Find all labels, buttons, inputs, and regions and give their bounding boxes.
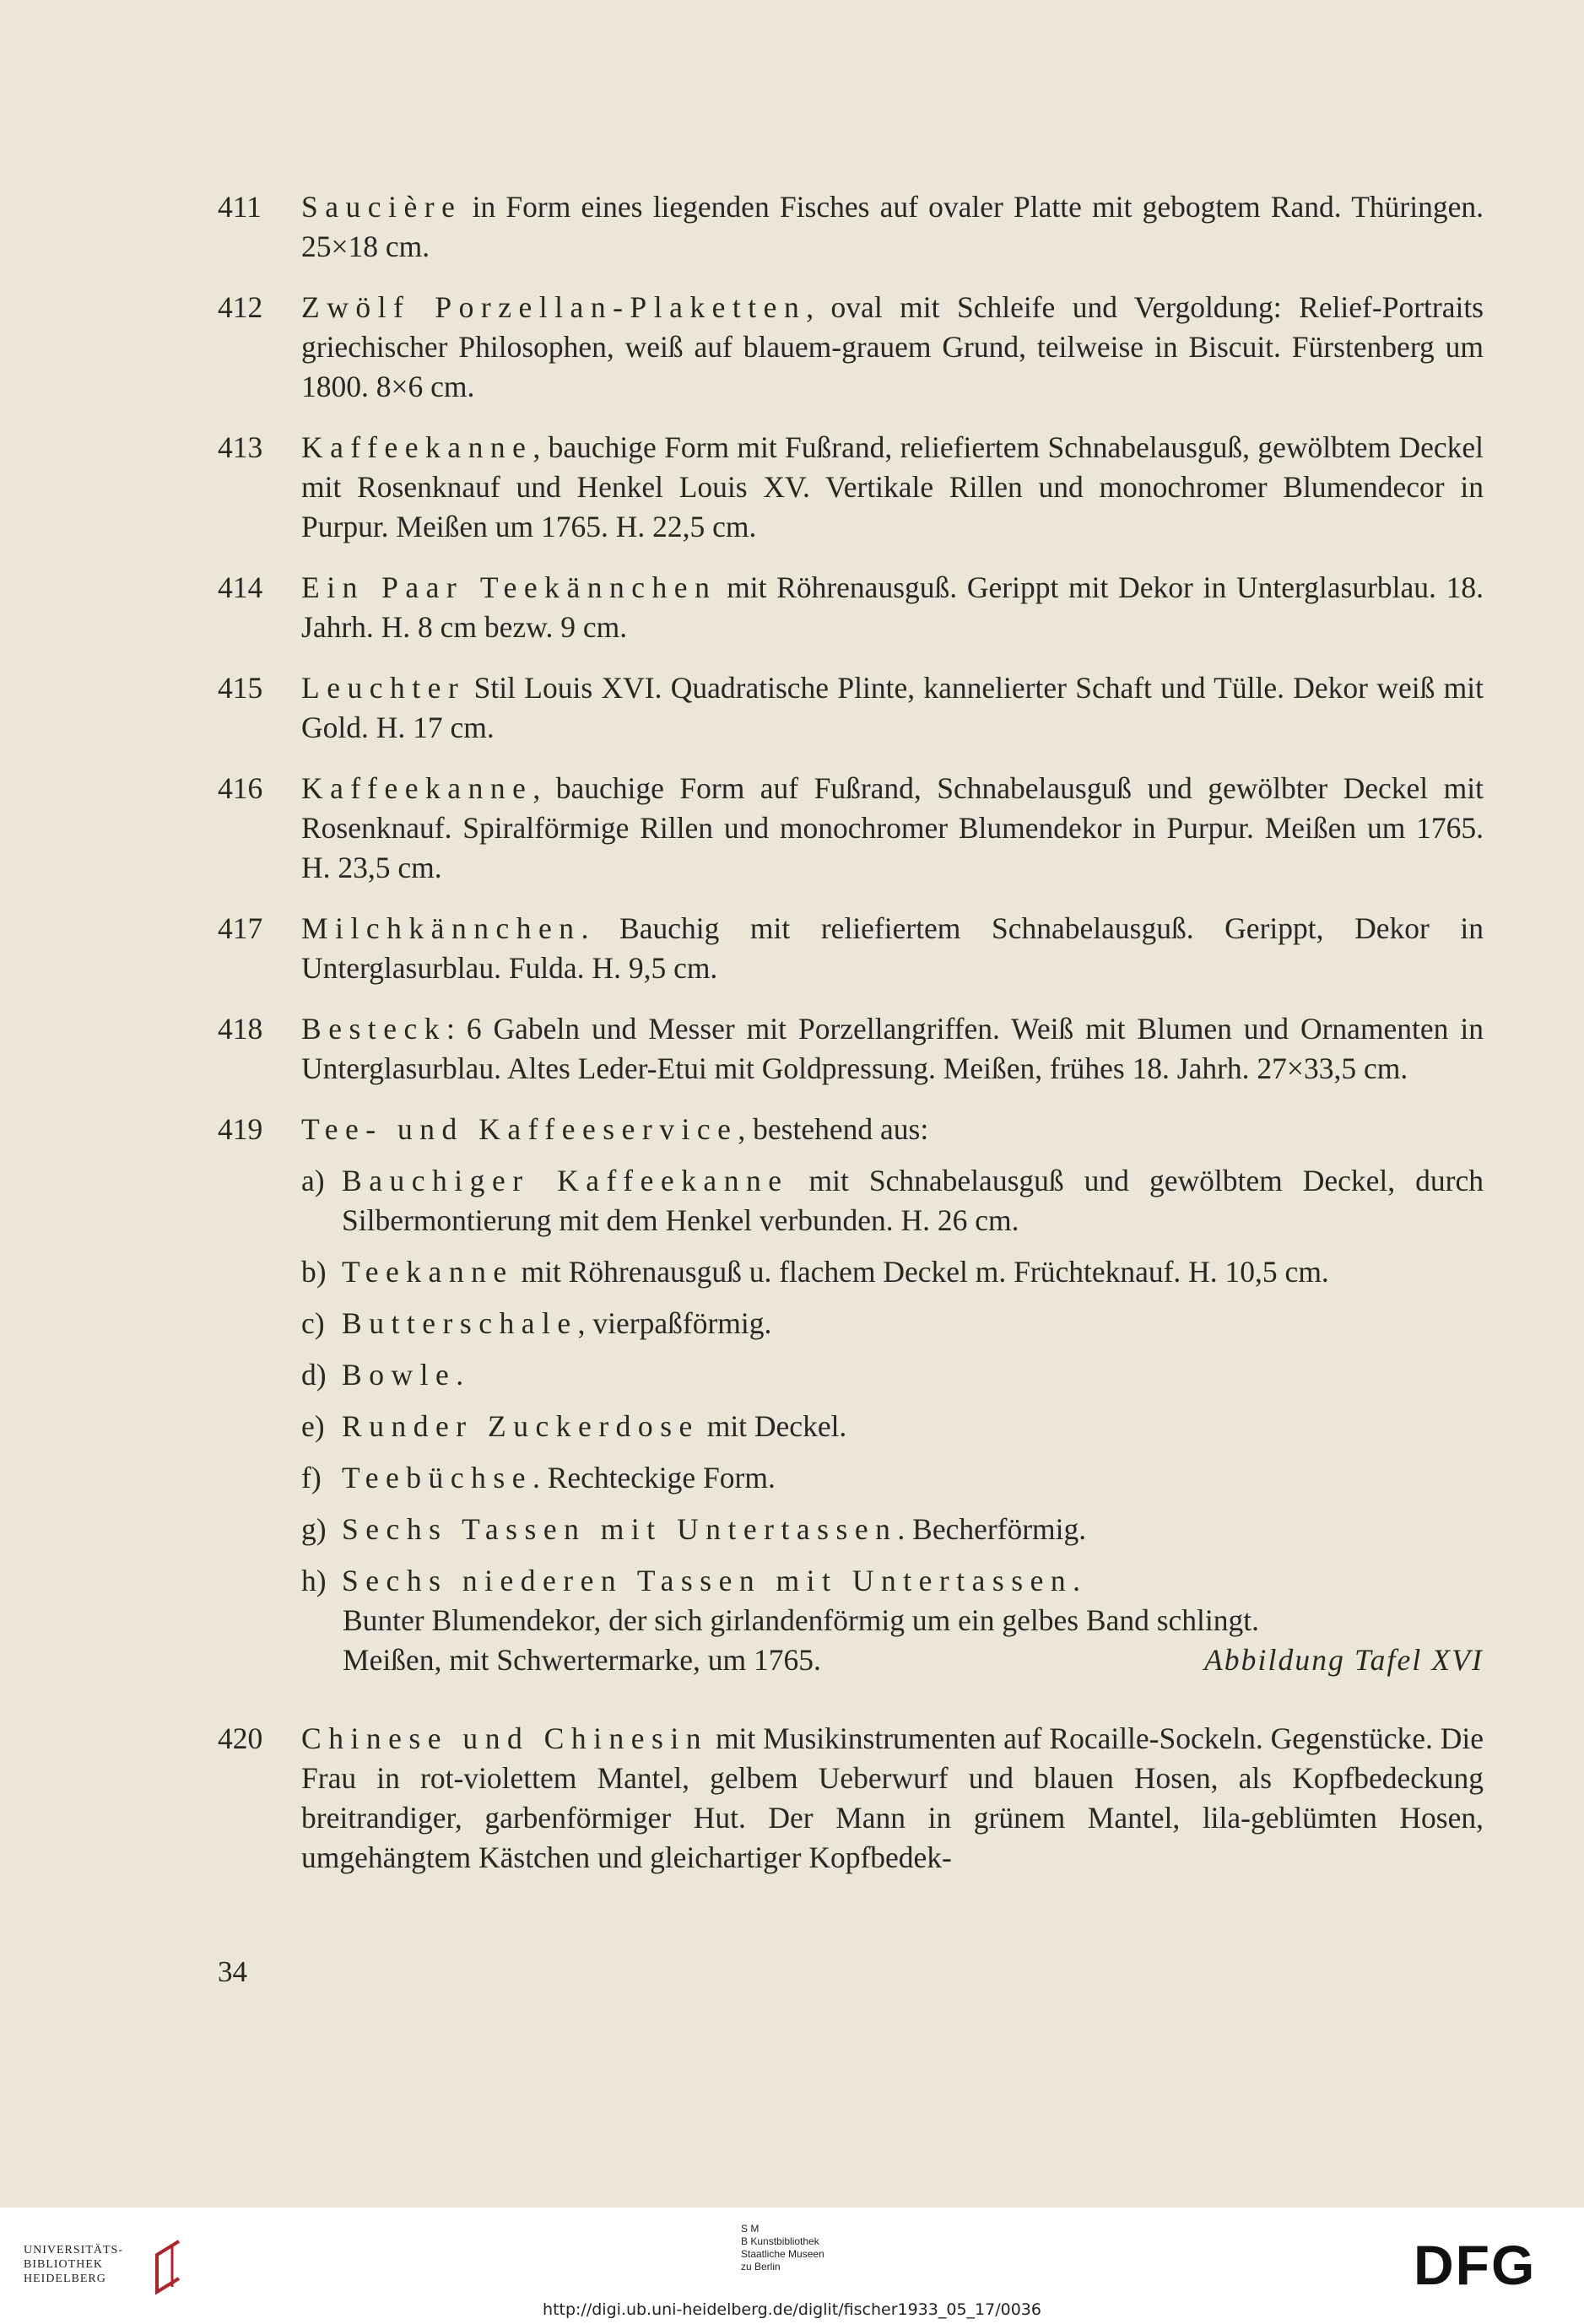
item-letter: f) [301,1461,322,1494]
catalog-entries [218,187,1484,1899]
entry-text: , bauchige Form auf Fußrand, Schnabelausguß und gewölbter Deckel mit Rosenknauf. Spiralförmige Rillen und monochromer Blumendekor in Purpur. Meißen um 1765. H. 23,5 cm. [301,771,1484,884]
item-letter: h) [301,1564,327,1597]
item-text: mit Schnabelausguß und gewölbtem Deckel, durch Silbermontierung mit dem Henkel verbunden. H. 26 cm. [342,1164,1484,1237]
entry-body [301,288,1484,407]
entry-body [301,568,1484,647]
library-name [24,2243,123,2286]
entry-body [301,1719,1484,1878]
entry-title: Zwölf Porzellan-Plaketten [301,290,807,324]
entry-title: Ein Paar Teekännchen [301,570,717,604]
entry-number: 411 [218,190,262,224]
catalog-entry [218,187,1484,267]
item-title: Sechs Tassen mit Untertassen [342,1512,898,1546]
item-letter: e) [301,1409,325,1443]
entry-body [301,769,1484,888]
service-item [301,1355,1484,1395]
service-item [301,1458,1484,1498]
entry-text: , bestehend aus: [738,1112,929,1146]
item-title: Runder Zuckerdose [342,1409,700,1443]
service-item [301,1161,1484,1240]
entry-number: 416 [218,771,263,805]
item-title: Teekanne [342,1255,514,1289]
item-letter: g) [301,1512,327,1546]
entry-title: Milchkännchen [301,911,581,945]
service-provenance: Meißen, mit Schwertermarke, um 1765. [343,1643,821,1677]
dfg-logo[interactable]: DFG [1414,2234,1537,2296]
item-title: Bauchiger Kaffeekanne [342,1164,789,1197]
smb-kunstbibliothek-logo[interactable] [741,2223,824,2273]
service-item [301,1407,1484,1446]
entry-title: Leuchter [301,671,466,705]
entry-number: 418 [218,1012,263,1046]
service-provenance-line [343,1640,1484,1680]
service-item [301,1510,1484,1549]
catalog-entry [218,769,1484,888]
item-text: . [1073,1564,1081,1597]
heidelberg-library-logo[interactable] [24,2238,192,2305]
entry-title: Tee- und Kaffeeservice [301,1112,738,1146]
figure-reference: Abbildung Tafel XVI [1203,1643,1484,1677]
catalog-entry [218,288,1484,407]
library-name-line: HEIDELBERG [24,2273,106,2285]
item-text: , vierpaßförmig. [577,1306,772,1340]
entry-text: : 6 Gabeln und Messer mit Porzellangriffen. Weiß mit Blumen und Ornamenten in Unterglasurblau. Altes Leder-Etui mit Goldpressung. Meißen, frühes 18. Jahrh. 27×33,5 cm. [301,1012,1484,1085]
item-title: Teebüchse [342,1461,533,1494]
service-item-list [301,1161,1484,1601]
entry-number: 414 [218,570,263,604]
entry-body [301,1009,1484,1089]
entry-text: Stil Louis XVI. Quadratische Plinte, kannelierter Schaft und Tülle. Dekor weiß mit Gold. H. 17 cm. [301,671,1484,744]
item-letter: a) [301,1164,325,1197]
item-title: Butterschale [342,1306,578,1340]
entry-title: Chinese und Chinesin [301,1721,709,1755]
entry-text: , bauchige Form mit Fußrand, reliefiertem Schnabelausguß, gewölbtem Deckel mit Rosenknauf und Henkel Louis XV. Vertikale Rillen und monochromer Blumendecor in Purpur. Meißen um 1765. H. 22,5 cm. [301,430,1484,543]
entry-title: Besteck [301,1012,447,1046]
item-text: mit Deckel. [699,1409,847,1443]
entry-number: 415 [218,671,263,705]
smb-line: S M [741,2223,760,2235]
entry-number: 413 [218,430,263,464]
smb-line: zu Berlin [741,2261,781,2273]
entry-text: . Bauchig mit reliefiertem Schnabelausguß. Gerippt, Dekor in Unterglasurblau. Fulda. H. 9,5 cm. [301,911,1484,985]
entry-title: Kaffeekanne [301,771,533,805]
item-text: . Rechteckige Form. [532,1461,776,1494]
item-body [342,1510,1484,1549]
entry-number: 412 [218,290,263,324]
entry-number: 417 [218,911,263,945]
catalog-entry-service [218,1110,1484,1680]
catalog-entry [218,568,1484,647]
catalog-entry [218,1719,1484,1878]
catalog-entry [218,668,1484,748]
entry-body [301,428,1484,547]
item-letter: d) [301,1358,327,1392]
service-item [301,1304,1484,1343]
service-item [301,1561,1484,1601]
entry-body [301,1110,1484,1149]
entry-body [301,187,1484,267]
item-letter: c) [301,1306,325,1340]
item-body [342,1458,1484,1498]
smb-line: B Kunstbibliothek [741,2235,819,2247]
item-title: Bowle [342,1358,457,1392]
item-body [342,1161,1484,1240]
entry-body [301,668,1484,748]
service-item [301,1252,1484,1292]
item-text: . Becherförmig. [897,1512,1087,1546]
library-name-line: BIBLIOTHEK [24,2258,103,2271]
catalog-entry [218,428,1484,547]
entry-number: 419 [218,1112,263,1146]
page-number: 34 [218,1955,247,1988]
catalog-entry [218,909,1484,988]
item-body [342,1561,1484,1601]
service-description-line: Bunter Blumendekor, der sich girlandenförmig um ein gelbes Band schlingt. [343,1603,1260,1637]
item-body [342,1355,1484,1395]
item-title: Sechs niederen Tassen mit Untertassen [342,1564,1073,1597]
library-mark-icon [150,2238,184,2297]
item-body [342,1304,1484,1343]
entry-number: 420 [218,1721,263,1755]
library-name-line: UNIVERSITÄTS- [24,2244,123,2256]
entry-text: mit Musikinstrumenten auf Rocaille-Sockeln. Gegenstücke. Die Frau in rot-violettem Mantel, gelbem Ueberwurf und blauen Hosen, als Kopfbedeckung breitrandiger, garbenförmiger Hut. Der Mann in grünem Mantel, lila-geblümten Hosen, umgehängtem Kästchen und gleichartiger Kopfbedek- [301,1721,1484,1874]
entry-text: in Form eines liegenden Fisches auf ovaler Platte mit gebogtem Rand. Thüringen. 25×18 cm. [301,190,1484,263]
item-letter: b) [301,1255,327,1289]
entry-title: Kaffeekanne [301,430,533,464]
item-text: . [456,1358,464,1392]
permalink-url[interactable]: http://digi.ub.uni-heidelberg.de/diglit/fischer1933_05_17/0036 [543,2300,1041,2319]
item-body [342,1252,1484,1292]
item-text: mit Röhrenausguß u. flachem Deckel m. Früchteknauf. H. 10,5 cm. [513,1255,1329,1289]
catalog-entry [218,1009,1484,1089]
entry-text: mit Röhrenausguß. Gerippt mit Dekor in Unterglasurblau. 18. Jahrh. H. 8 cm bezw. 9 cm. [301,570,1484,644]
item-body [342,1407,1484,1446]
smb-line: Staatliche Museen [741,2248,824,2260]
service-description [343,1601,1484,1680]
entry-text: , oval mit Schleife und Vergoldung: Relief-Portraits griechischer Philosophen, weiß auf blauem-grauem Grund, teilweise in Biscuit. Fürstenberg um 1800. 8×6 cm. [301,290,1484,403]
entry-body [301,909,1484,988]
entry-title: Saucière [301,190,462,224]
